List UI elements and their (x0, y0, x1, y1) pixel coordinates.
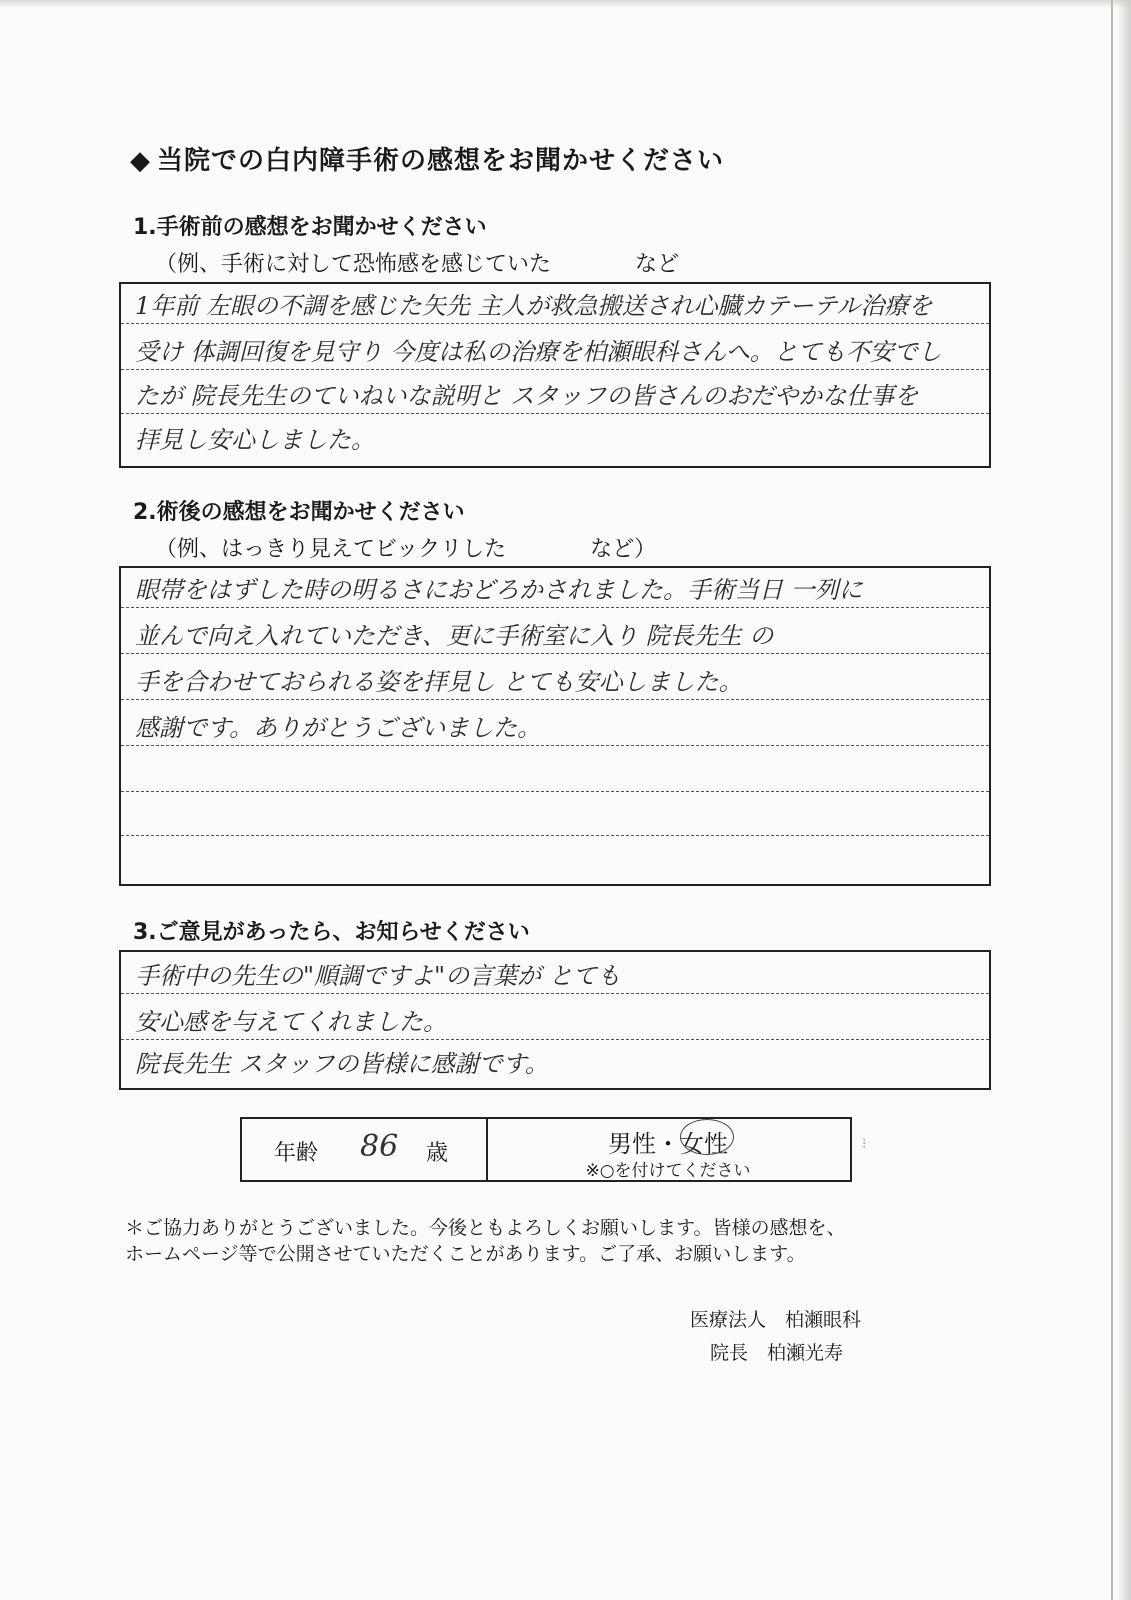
answer-line (121, 800, 989, 836)
answer-line: 受け 体調回復を見守り 今度は私の治療を柏瀬眼科さんへ。とても不安でし (121, 334, 989, 370)
section-1-example-tail: など (635, 252, 680, 277)
page-title-text: 当院での白内障手術の感想をお聞かせください (157, 146, 725, 176)
answer-line: 手を合わせておられる姿を拝見し とても安心しました。 (121, 664, 989, 700)
page-title (130, 140, 724, 177)
diamond-icon: ◆ (130, 146, 151, 176)
section-2-example-text: （例、はっきり見えてビックリした (155, 537, 507, 562)
answer-line: 手術中の先生の"順調ですよ"の言葉が とても (121, 958, 989, 994)
scan-edge-top (0, 0, 1131, 8)
section-1-heading: 1.手術前の感想をお聞かせください (133, 215, 487, 240)
section-2-answer-box[interactable] (119, 566, 991, 886)
answer-line: 安心感を与えてくれました。 (121, 1004, 989, 1040)
section-3-heading: 3.ご意見があったら、お知らせください (133, 920, 530, 945)
stray-mark-icon: ⁝ (862, 1136, 867, 1152)
selection-circle-icon (680, 1119, 734, 1155)
section-2-example (155, 532, 656, 563)
sex-note: ※○を付けてください (585, 1161, 751, 1181)
thanks-line-2: ホームページ等で公開させていただくことがあります。ご了承、お願いします。 (125, 1243, 806, 1265)
answer-line (121, 844, 989, 880)
age-unit: 歳 (426, 1141, 449, 1166)
section-3-answer-box[interactable] (119, 950, 991, 1090)
answer-line: たが 院長先生のていねいな説明と スタッフの皆さんのおだやかな仕事を (121, 378, 989, 414)
answer-line: 感謝です。ありがとうございました。 (121, 710, 989, 746)
answer-line: 院長先生 スタッフの皆様に感謝です。 (135, 1050, 549, 1078)
scan-line (1111, 0, 1113, 1600)
thanks-line-1: ＊ご協力ありがとうございました。今後ともよろしくお願いします。皆様の感想を、 (125, 1217, 846, 1239)
age-value: 86 (360, 1129, 399, 1164)
answer-line: 並んで向え入れていただき、更に手術室に入り 院長先生 の (121, 618, 989, 654)
section-1-answer-box[interactable] (119, 282, 991, 468)
section-1-example-text: （例、手術に対して恐怖感を感じていた (155, 252, 552, 277)
section-2-heading: 2.術後の感想をお聞かせください (133, 500, 465, 525)
signature-org: 医療法人 柏瀬眼科 (690, 1309, 862, 1331)
answer-line: 拝見し安心しました。 (135, 426, 375, 454)
age-label: 年齢 (274, 1141, 319, 1166)
answer-line: 1年前 左眼の不調を感じた矢先 主人が救急搬送され心臓カテーテル治療を (121, 288, 989, 324)
thanks-note (125, 1215, 845, 1267)
answer-line (121, 756, 989, 792)
signature-director: 院長 柏瀬光寿 (710, 1342, 844, 1364)
section-1-example (155, 247, 679, 278)
sex-options[interactable]: 男性・女性 (608, 1130, 728, 1158)
age-cell[interactable] (242, 1119, 488, 1180)
section-2-example-tail: など） (590, 537, 657, 562)
respondent-info-table (240, 1117, 852, 1182)
scan-edge-right (1117, 0, 1131, 1600)
answer-line: 眼帯をはずした時の明るさにおどろかされました。手術当日 一列に (121, 572, 989, 608)
